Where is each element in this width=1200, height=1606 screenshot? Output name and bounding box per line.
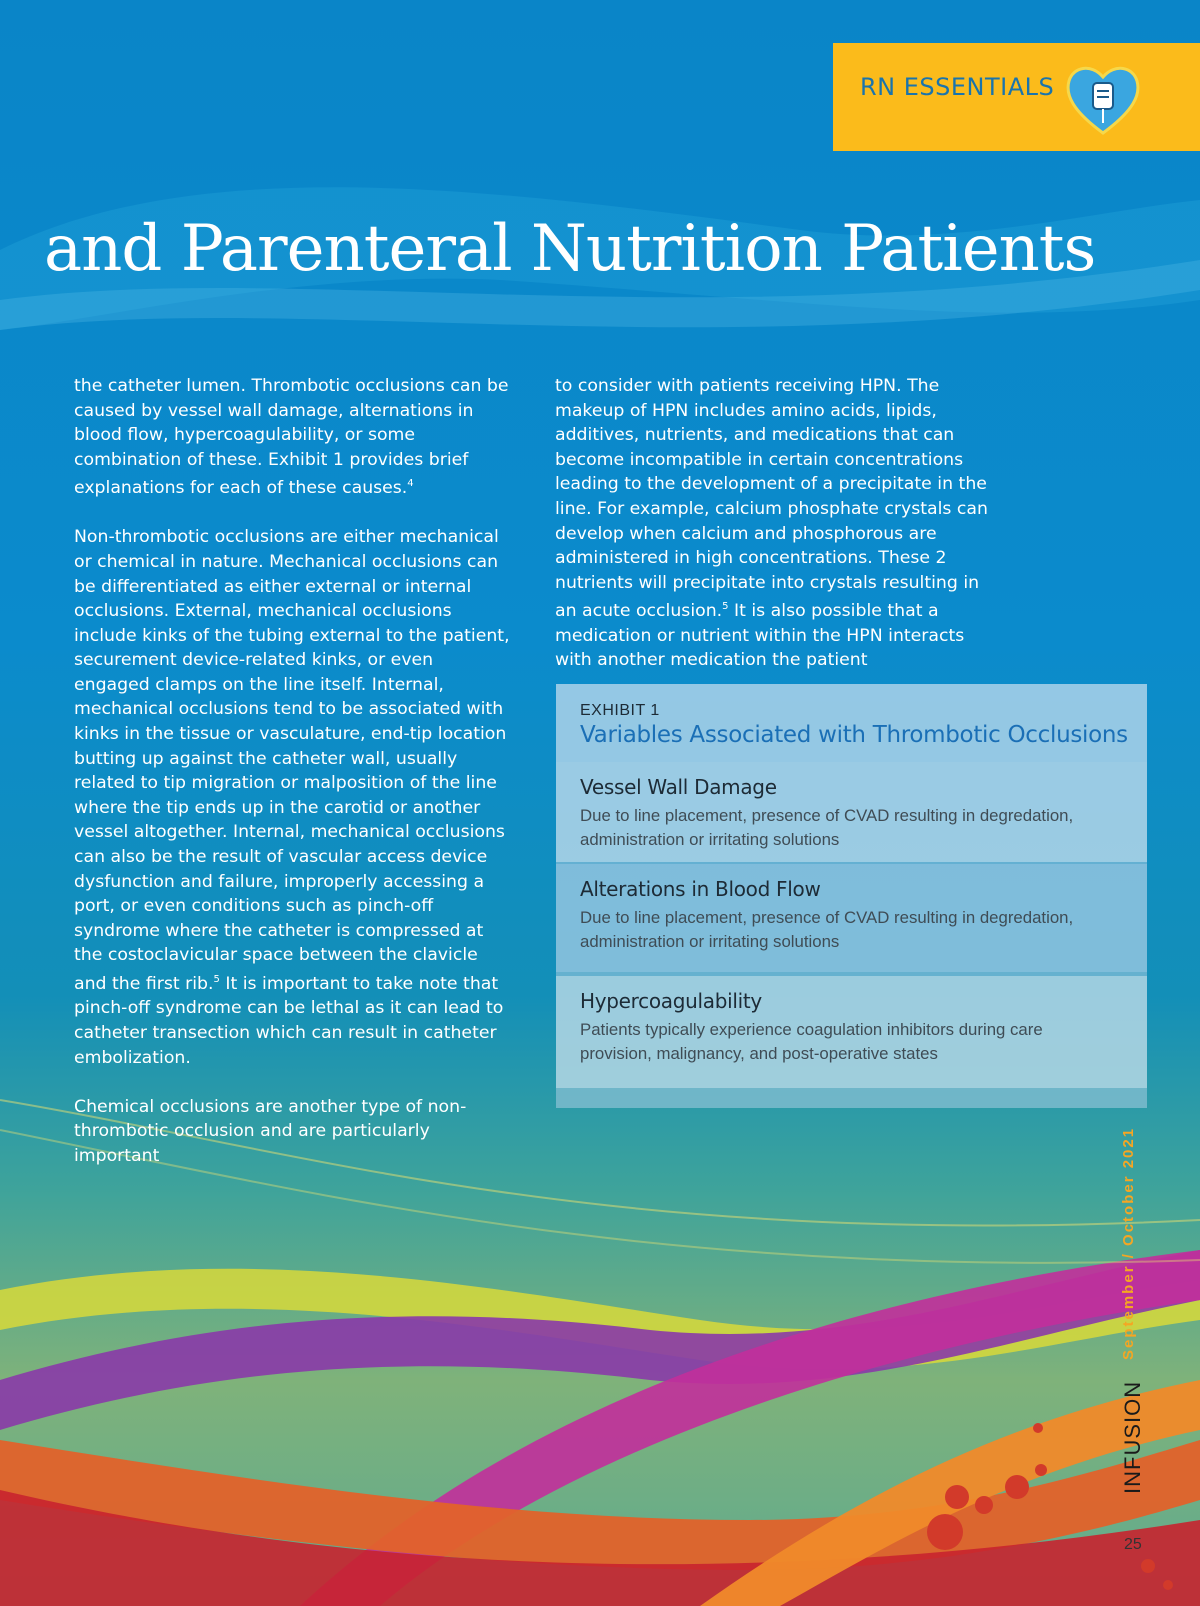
- magazine-logo: INFUSION: [1120, 1380, 1145, 1494]
- exhibit-row-title: Alterations in Blood Flow: [580, 877, 821, 901]
- iv-bag-heart-icon: [1063, 61, 1143, 139]
- exhibit-row: [556, 762, 1147, 862]
- exhibit-row-title: Vessel Wall Damage: [580, 775, 777, 799]
- exhibit-row-text: Due to line placement, presence of CVAD resulting in degredation, administration or irritating solutions: [580, 806, 1074, 849]
- exhibit-title: Variables Associated with Thrombotic Occlusions: [580, 722, 1128, 748]
- paragraph: to consider with patients receiving HPN. The makeup of HPN includes amino acids, lipids, additives, nutrients, and medications that can become incompatible in certain concentrations leading to the development of a precipitate in the line. For example, calcium phosphate crystals can develop when calcium and phosphorous are administered in high concentrations. These 2 nutrients will precipitate into crystals resulting in an acute occlusion.$^5$ It is also possible that a medication or nutrient within the HPN interacts with another medication the patient: [555, 376, 988, 671]
- section-banner: [833, 43, 1200, 151]
- right-text-column: [555, 374, 995, 697]
- left-text-column: [74, 374, 514, 1193]
- exhibit-row: [556, 864, 1147, 972]
- banner-label: RN ESSENTIALS: [860, 73, 1055, 101]
- paragraph: the catheter lumen. Thrombotic occlusions can be caused by vessel wall damage, alternations in blood flow, hypercoagulability, or some combination of these. Exhibit 1 provides brief explanations for each of these causes.$^4$: [74, 376, 509, 499]
- exhibit-box: [556, 684, 1147, 1108]
- exhibit-row-text: Patients typically experience coagulation inhibitors during care provision, malignancy, and post-operative states: [580, 1020, 1043, 1063]
- paragraph: Chemical occlusions are another type of non-thrombotic occlusion and are particularly important: [74, 1096, 467, 1166]
- exhibit-header: [556, 684, 1147, 762]
- exhibit-row-text: Due to line placement, presence of CVAD resulting in degredation, administration or irritating solutions: [580, 908, 1074, 951]
- exhibit-number: EXHIBIT 1: [580, 702, 660, 719]
- issue-date: September / October 2021: [1120, 1126, 1137, 1360]
- exhibit-row: [556, 976, 1147, 1088]
- page-number: 25: [1124, 1536, 1142, 1553]
- exhibit-row-title: Hypercoagulability: [580, 989, 762, 1013]
- paragraph: Non-thrombotic occlusions are either mechanical or chemical in nature. Mechanical occlusions can be differentiated as either external or internal occlusions. External, mechanical occlusions include kinks of the tubing external to the patient, securement device-related kinks, or even engaged clamps on the line itself. Internal, mechanical occlusions tend to be associated with kinks in the tissue or vasculature, end-tip location butting up against the catheter wall, usually related to tip migration or malposition of the line where the tip ends up in the carotid or another vessel altogether. Internal, mechanical occlusions can also be the result of vascular access device dysfunction and failure, improperly accessing a port, or even conditions such as pinch-off syndrome where the catheter is compressed at the costoclavicular space between the clavicle and the first rib.$^5$ It is important to take note that pinch-off syndrome can be lethal as it can lead to catheter transection which can result in catheter embolization.: [74, 527, 510, 1068]
- page-headline: and Parenteral Nutrition Patients: [44, 212, 1096, 286]
